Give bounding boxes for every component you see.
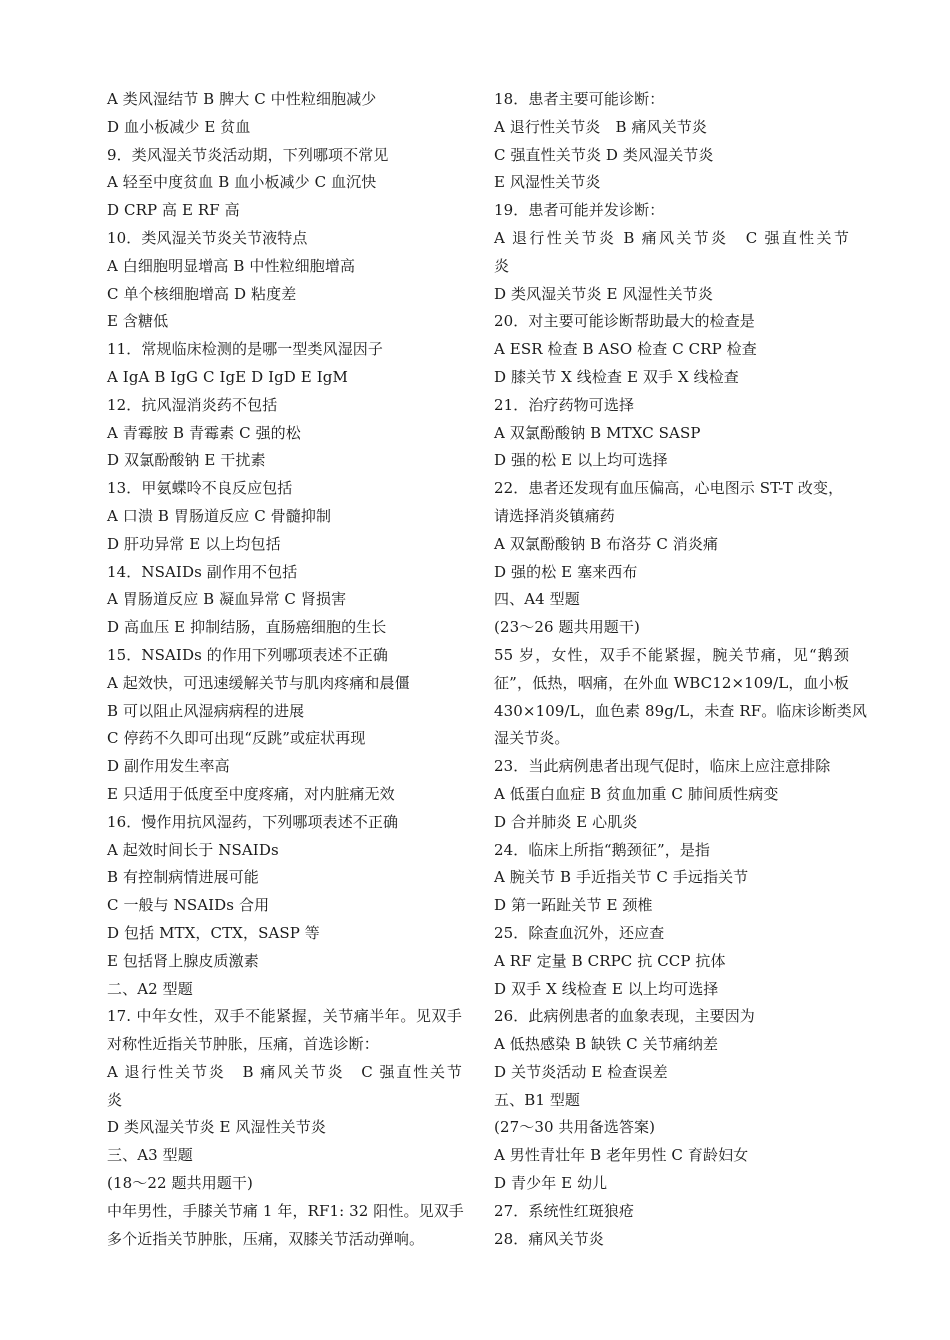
text-line: 三、A3 型题 [107,1146,193,1165]
text-line: D 类风湿关节炎 E 风湿性关节炎 [107,1118,326,1137]
text-line: 五、B1 型题 [494,1090,581,1109]
text-line: 炎 [494,256,510,275]
text-line: 二、A2 型题 [107,979,193,998]
text-line: A 双氯酚酸钠 B 布洛芬 C 消炎痛 [494,534,719,553]
text-line: D 强的松 E 塞来西布 [494,562,638,581]
text-line: 24．临床上所指“鹅颈征”，是指 [494,840,711,859]
text-line: A 退行性关节炎 B 痛风关节炎 C 强直性关节 [107,1062,462,1081]
text-line: 20．对主要可能诊断帮助最大的检查是 [494,312,755,331]
text-line: D 合并肺炎 E 心肌炎 [494,812,638,831]
text-line: D 双手 X 线检查 E 以上均可选择 [494,979,719,998]
text-line: 请选择消炎镇痛药 [494,506,615,525]
text-line: D 膝关节 X 线检查 E 双手 X 线检查 [494,367,739,386]
left-text-column [107,86,462,1253]
text-line: A 白细胞明显增高 B 中性粒细胞增高 [107,256,356,275]
text-line: D 高血压 E 抑制结肠，直肠癌细胞的生长 [107,618,387,637]
text-line: D 强的松 E 以上均可选择 [494,451,668,470]
text-line: 四、A4 型题 [494,590,580,609]
text-line: 11．常规临床检测的是哪一型类风湿因子 [107,340,383,359]
text-line: C 单个核细胞增高 D 粘度差 [107,284,297,303]
text-line: (23～26 题共用题干) [494,618,640,637]
text-line: 55 岁，女性，双手不能紧握，腕关节痛，见“鹅颈 [494,645,849,664]
text-line: C 强直性关节炎 D 类风湿关节炎 [494,145,714,164]
text-line: E 只适用于低度至中度疼痛，对内脏痛无效 [107,784,395,803]
text-line: D 双氯酚酸钠 E 干扰素 [107,451,266,470]
text-line: A 轻至中度贫血 B 血小板减少 C 血沉快 [107,173,377,192]
text-line: E 包括肾上腺皮质激素 [107,951,259,970]
text-line: D 关节炎活动 E 检查误差 [494,1062,668,1081]
text-line: 19．患者可能并发诊断： [494,201,665,220]
text-line: 12．抗风湿消炎药不包括 [107,395,278,414]
text-line: A IgA B IgG C IgE D IgD E IgM [107,367,348,386]
text-line: 21．治疗药物可选择 [494,395,635,414]
text-line: A 退行性关节炎 B 痛风关节炎 [494,117,707,136]
text-line: A 低热感染 B 缺铁 C 关节痛纳差 [494,1035,719,1054]
text-line: 27．系统性红斑狼疮 [494,1201,635,1220]
text-line: 23．当此病例患者出现气促时，临床上应注意排除 [494,757,831,776]
text-line: 18．患者主要可能诊断： [494,90,665,108]
text-line: 多个近指关节肿胀，压痛，双膝关节活动弹响。 [107,1229,425,1248]
text-line: 炎 [107,1090,123,1109]
text-line: 13．甲氨蝶呤不良反应包括 [107,479,293,498]
text-line: 对称性近指关节肿胀，压痛，首选诊断： [107,1035,379,1054]
text-line: A RF 定量 B CRPC 抗 CCP 抗体 [494,951,726,970]
text-line: A 起效快，可迅速缓解关节与肌肉疼痛和晨僵 [107,673,410,692]
text-line: (18～22 题共用题干) [107,1174,253,1193]
text-line: C 一般与 NSAIDs 合用 [107,896,270,915]
text-line: A 类风湿结节 B 脾大 C 中性粒细胞减少 [107,90,377,108]
text-line: A 低蛋白血症 B 贫血加重 C 肺间质性病变 [494,784,779,803]
text-line: 16．慢作用抗风湿药，下列哪项表述不正确 [107,812,399,831]
text-line: D CRP 高 E RF 高 [107,201,240,220]
text-line: D 青少年 E 幼儿 [494,1174,608,1193]
text-line: 26．此病例患者的血象表现，主要因为 [494,1007,755,1026]
text-line: B 有控制病情进展可能 [107,868,259,887]
text-line: 25．除查血沉外，还应查 [494,923,665,942]
text-line: D 类风湿关节炎 E 风湿性关节炎 [494,284,713,303]
text-line: 17. 中年女性，双手不能紧握，关节痛半年。见双手 [107,1007,462,1026]
text-line: 湿关节炎。 [494,729,570,748]
text-line: 15．NSAIDs 的作用下列哪项表述不正确 [107,645,388,664]
text-line: D 包括 MTX，CTX，SASP 等 [107,923,320,942]
text-line: A 退行性关节炎 B 痛风关节炎 C 强直性关节 [494,228,849,247]
text-line: 28．痛风关节炎 [494,1229,604,1248]
text-line: A 起效时间长于 NSAIDs [107,840,279,859]
text-line: 中年男性，手膝关节痛 1 年，RF1: 32 阳性。见双手 [107,1201,464,1220]
text-line: D 副作用发生率高 [107,757,230,776]
text-line: 9．类风湿关节炎活动期，下列哪项不常见 [107,145,389,164]
text-line: A 双氯酚酸钠 B MTXC SASP [494,423,701,442]
text-line: (27～30 共用备选答案) [494,1118,656,1137]
text-line: 10．类风湿关节炎关节液特点 [107,228,308,247]
text-line: D 肝功异常 E 以上均包括 [107,534,281,553]
text-line: 430×109/L，血色素 89g/L，未查 RF。临床诊断类风 [494,701,867,720]
text-line: 14．NSAIDs 副作用不包括 [107,562,298,581]
text-line: D 血小板减少 E 贫血 [107,117,251,136]
text-line: A ESR 检查 B ASO 检查 C CRP 检查 [494,340,757,359]
text-line: 征”，低热，咽痛，在外血 WBC12×109/L，血小板 [494,673,849,692]
text-line: B 可以阻止风湿病病程的进展 [107,701,305,720]
text-line: 22．患者还发现有血压偏高，心电图示 ST-T 改变， [494,479,844,498]
text-line: A 青霉胺 B 青霉素 C 强的松 [107,423,301,442]
right-text-column [494,86,867,1253]
text-line: A 男性青壮年 B 老年男性 C 育龄妇女 [494,1146,749,1165]
text-line: E 含糖低 [107,312,169,331]
text-line: A 胃肠道反应 B 凝血异常 C 肾损害 [107,590,347,609]
text-line: E 风湿性关节炎 [494,173,601,192]
text-line: A 口溃 B 胃肠道反应 C 骨髓抑制 [107,506,332,525]
text-line: D 第一跖趾关节 E 颈椎 [494,896,653,915]
text-line: C 停药不久即可出现“反跳”或症状再现 [107,729,366,748]
text-line: A 腕关节 B 手近指关节 C 手远指关节 [494,868,749,887]
